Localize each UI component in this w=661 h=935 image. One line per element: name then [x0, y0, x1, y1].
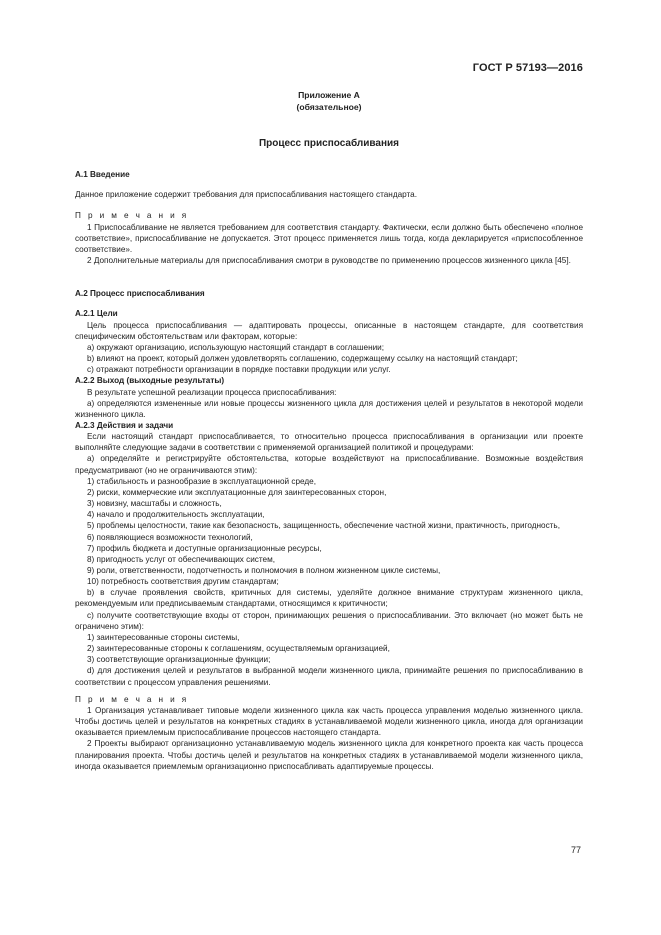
a23-a-subitem: 5) проблемы целостности, такие как безопасность, защищенность, обеспечение частной жизни, практичность, пригодность, [87, 521, 560, 531]
a23-a-subitem: 8) пригодность услуг от обеспечивающих систем, [87, 554, 276, 564]
a23-a-subitem: 2) риски, коммерческие или эксплуатационные для заинтересованных сторон, [87, 487, 387, 497]
standard-code: ГОСТ Р 57193—2016 [472, 62, 583, 74]
a23-heading: А.2.3 Действия и задачи [75, 420, 174, 430]
a23-a-subitem: 1) стабильность и разнообразие в эксплуатационной среде, [87, 476, 316, 486]
a21-item: b) влияют на проект, который должен удовлетворять соглашению, содержащему ссылку на настоящий стандарт; [87, 354, 518, 364]
a2-notes-label: П р и м е ч а н и я [75, 694, 189, 704]
a21-item: c) отражают потребности организации в порядке поставки продукции или услуг. [87, 365, 391, 375]
page-content [75, 90, 583, 772]
a1-heading: А.1 Введение [75, 170, 130, 180]
a23-text: Если настоящий стандарт приспосабливается, то относительно процесса приспосабливания в организации или проекте выполняйте следующие задачи в соответствии с применяемой организацией политикой и процедурами: [75, 432, 583, 453]
a23-a-subitem: 7) профиль бюджета и доступные организационные ресурсы, [87, 543, 322, 553]
a1-notes-label: П р и м е ч а н и я [75, 211, 189, 221]
a21-item: а) окружают организацию, использующую настоящий стандарт в соглашении; [87, 342, 385, 352]
a2-note-1: 1 Организация устанавливает типовые модели жизненного цикла как часть процесса управления моделью жизненного цикла. Чтобы достичь целей и результатов на конкретных стадиях в устанавливаемой модели жизненного цикла, иногда для организации оказывается приемлемым приспосабливание процессов настоящего стандарта. [75, 705, 583, 738]
a1-note-2: 2 Дополнительные материалы для приспосабливания смотри в руководстве по применению процессов жизненного цикла [45]. [87, 256, 571, 266]
a2-note-2: 2 Проекты выбирают организационно устанавливаемую модель жизненного цикла для конкретного проекта как часть процесса планирования проекта. Чтобы достичь целей и результатов на конкретных стадиях в устанавливаемой модели жизненного цикла, иногда оказывается приемлемым организационно приспосабливать адаптируемые процессы. [75, 739, 583, 771]
section-title: Процесс приспосабливания [258, 138, 400, 149]
a23-item-a: а) определяйте и регистрируйте обстоятельства, которые воздействуют на приспосабливание. Возможные воздействия предусматривают (но не ограничиваются этим): [75, 454, 583, 475]
a22-text: В результате успешной реализации процесса приспосабливания: [87, 387, 337, 397]
a23-c-subitem: 2) заинтересованные стороны к соглашениям, осуществляемым организацией, [87, 644, 390, 654]
a2-heading: А.2 Процесс приспосабливания [75, 289, 205, 299]
appendix-title: Приложение А [298, 90, 360, 100]
page-number: 77 [571, 845, 582, 855]
a23-a-subitem: 3) новизну, масштабы и сложность, [87, 499, 222, 509]
a21-heading: А.2.1 Цели [75, 309, 118, 319]
a23-a-subitem: 6) появляющиеся возможности технологий, [87, 532, 253, 542]
a23-item-c: c) получите соответствующие входы от сторон, принимающих решения о приспосабливании. Это включает (но может быть не ограничено этим): [75, 610, 583, 631]
a23-c-subitem: 1) заинтересованные стороны системы, [87, 632, 240, 642]
a21-text: Цель процесса приспосабливания — адаптировать процессы, описанные в настоящем стандарте, для соответствия специфическим обстоятельствам или факторам, которые: [75, 320, 583, 341]
a23-a-subitem: 9) роли, ответственности, подотчетность и полномочия в полном жизненном цикле системы, [87, 566, 441, 575]
a23-item-b: b) в случае проявления свойств, критичных для системы, уделяйте должное внимание структурам жизненного цикла, рекомендуемым или предписываемым стандартами, относящимся к критичности; [75, 588, 583, 609]
a23-a-subitem: 4) начало и продолжительность эксплуатации, [87, 510, 265, 520]
a22-item: а) определяются измененные или новые процессы жизненного цикла для достижения целей и результатов в некоторой модели жизненного цикла. [75, 398, 583, 419]
a23-a-subitem: 10) потребность соответствия другим стандартам; [87, 577, 279, 587]
a1-text: Данное приложение содержит требования для приспосабливания настоящего стандарта. [75, 190, 418, 200]
appendix-status: (обязательное) [296, 101, 362, 112]
a1-note-1: 1 Приспосабливание не является требованием для соответствия стандарту. Фактически, если должно быть обеспечено «полное соответствие», приспосабливание не допускается. Этот процесс применяется лишь тогда, когда декларируется «приспособленное соответствие». [75, 222, 583, 254]
a23-c-subitem: 3) соответствующие организационные функции; [87, 655, 271, 665]
a23-item-d: d) для достижения целей и результатов в выбранной модели жизненного цикла, принимайте решения по приспосабливанию в соответствии с процессом управления решениями. [75, 666, 583, 687]
a22-heading: А.2.2 Выход (выходные результаты) [75, 376, 225, 386]
